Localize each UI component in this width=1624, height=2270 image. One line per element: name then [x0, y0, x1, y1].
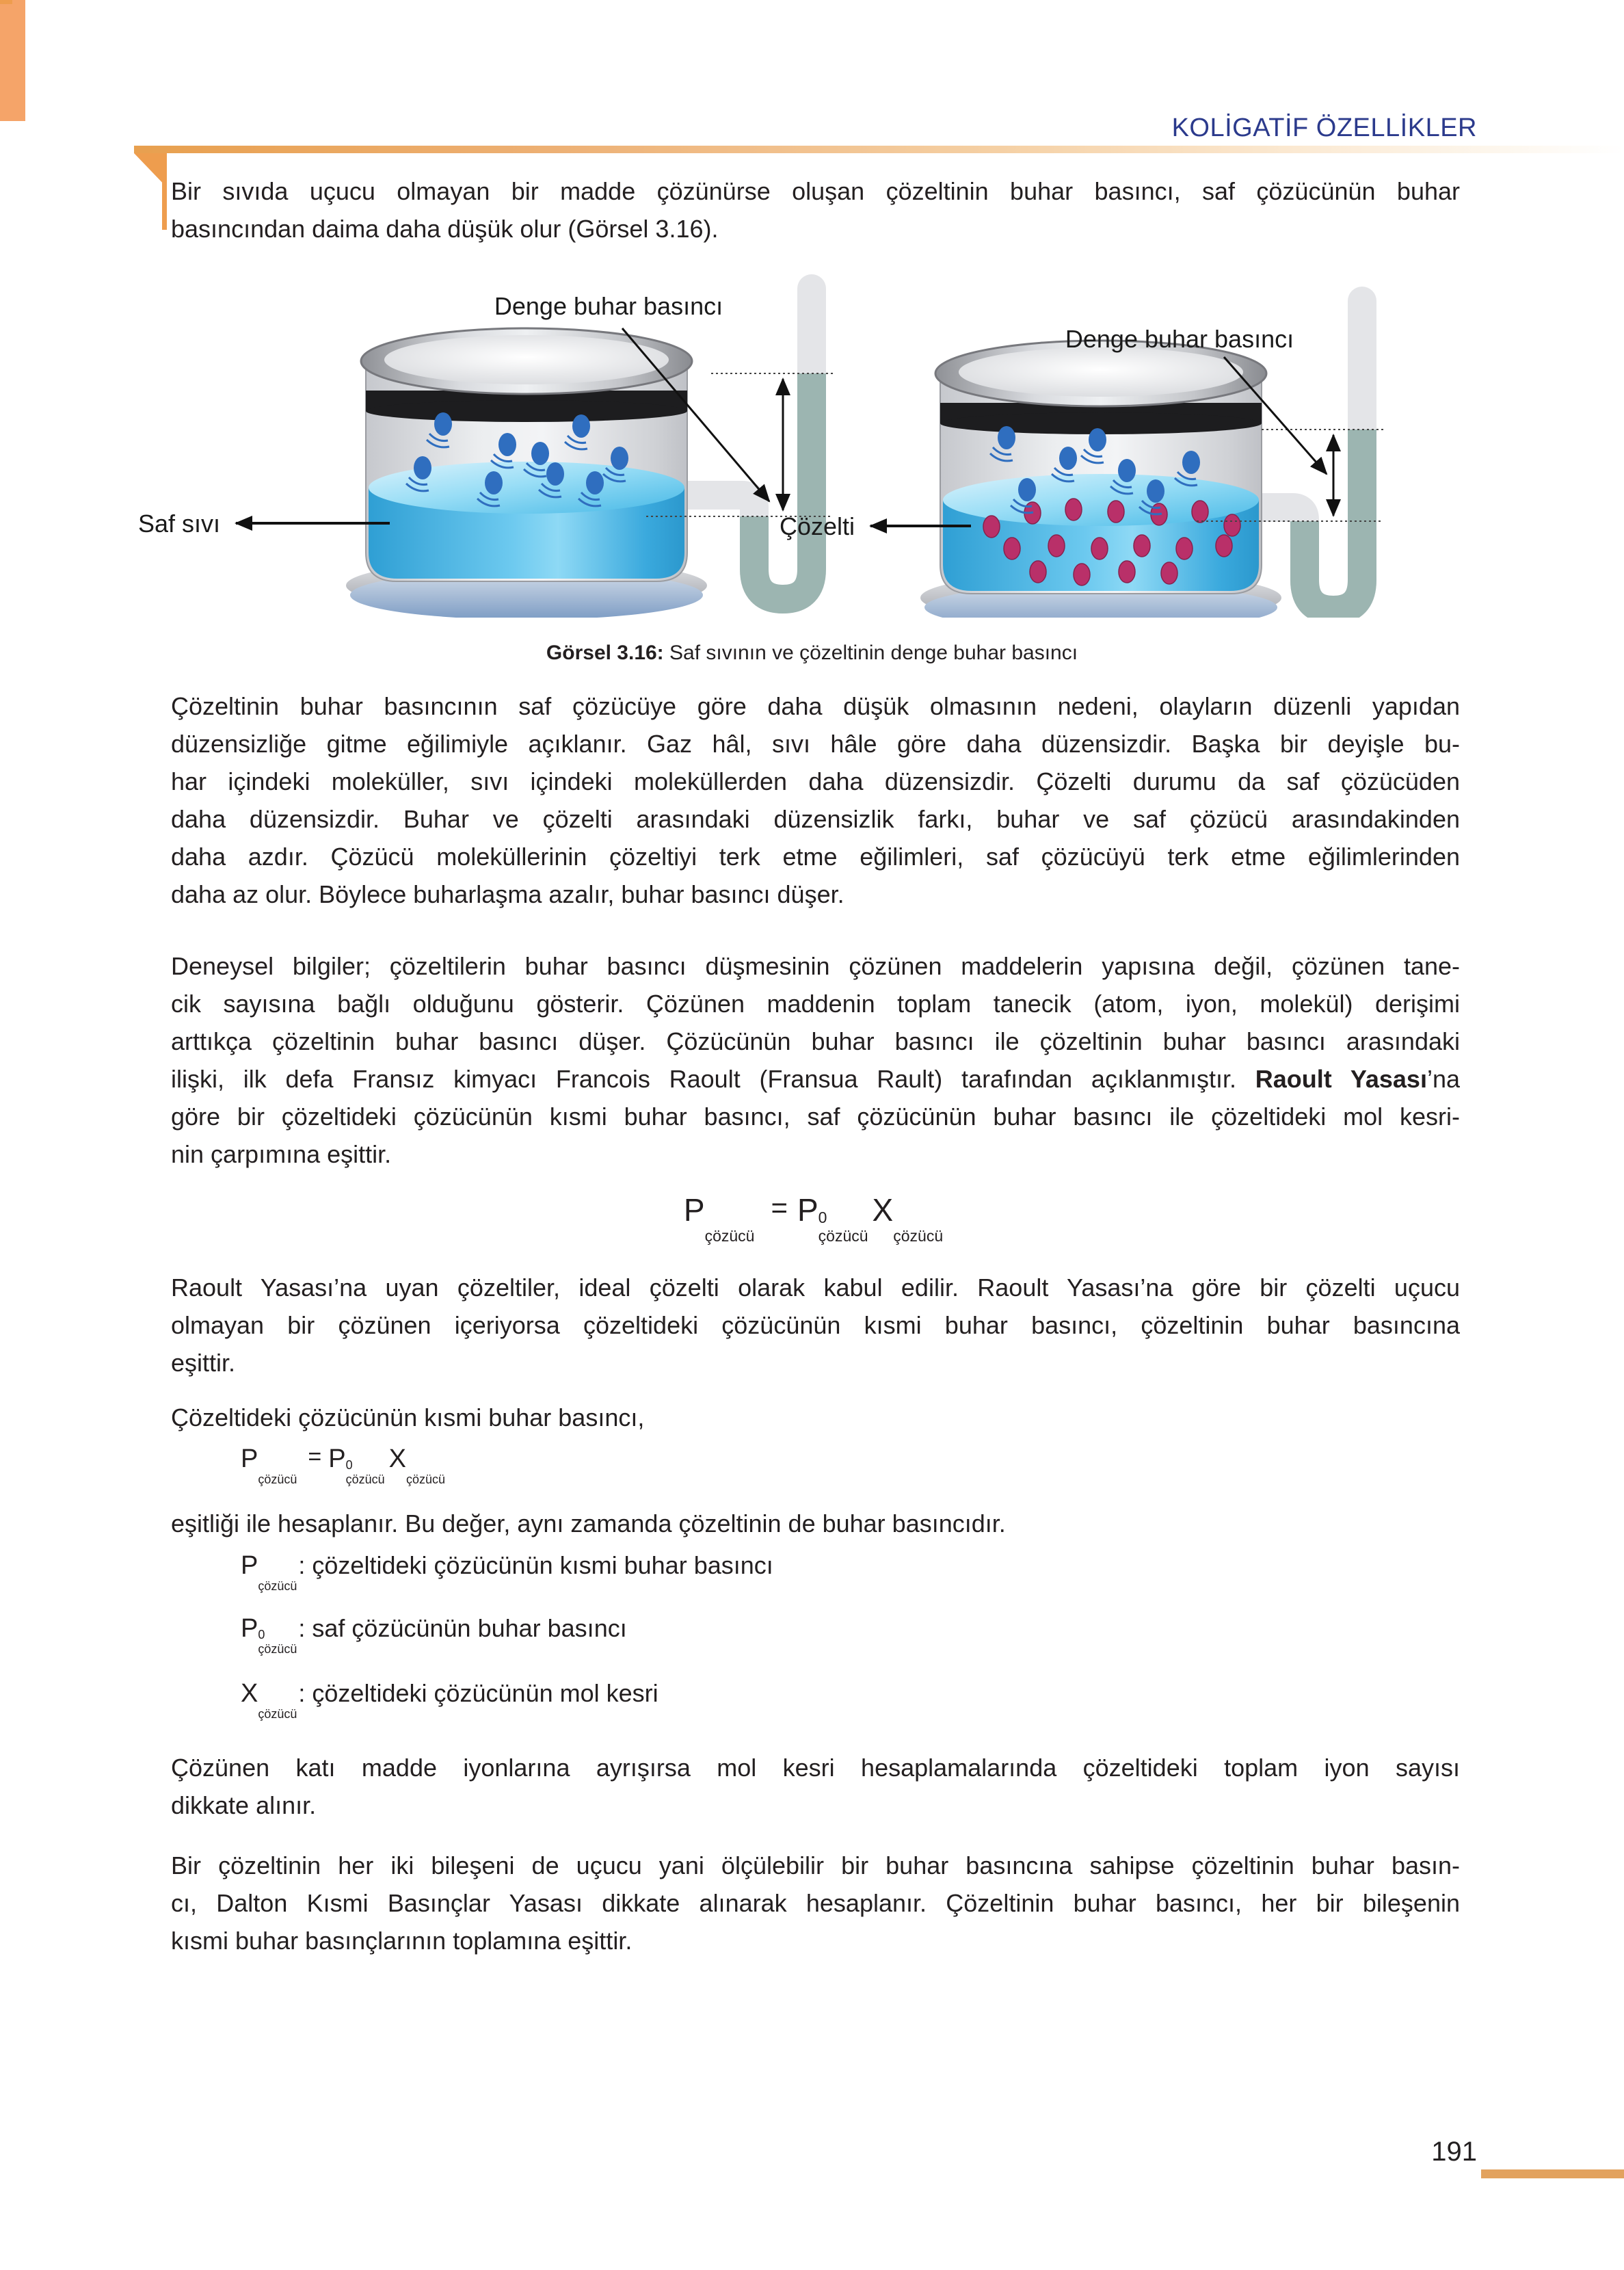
- symbol-x: X: [388, 1444, 407, 1473]
- header-rule: [134, 146, 1624, 153]
- equals-sign: =: [308, 1444, 322, 1470]
- text-line: Deneysel bilgiler; çözeltilerin buhar basıncı düşmesinin çözünen maddelerin yapısına değil, çözünen tane-: [171, 952, 1460, 980]
- header-rule-vertical-line: [162, 153, 167, 230]
- paragraph-ideal-solution: [171, 1269, 1460, 1382]
- symbol-p0: P: [328, 1444, 346, 1473]
- paragraph-intro: [171, 172, 1460, 248]
- raoult-formula-small: [241, 1444, 449, 1488]
- page-header-title: KOLİGATİF ÖZELLİKLER: [1171, 114, 1477, 142]
- superscript-zero: 0: [818, 1209, 827, 1226]
- definition-p: [241, 1551, 773, 1594]
- subscript-cozucu: çözücü: [258, 1707, 297, 1721]
- sup-empty: [258, 1566, 297, 1580]
- symbol-p0: P: [797, 1192, 818, 1228]
- sup-empty: [406, 1459, 445, 1473]
- symbol-p: P: [683, 1192, 705, 1228]
- raoult-law-bold: Raoult Yasası: [1255, 1065, 1427, 1093]
- beaker-right: [920, 341, 1281, 618]
- text-line: eşittir.: [171, 1349, 236, 1377]
- left-margin-tab: [0, 0, 25, 121]
- text-line: dikkate alınır.: [171, 1791, 317, 1819]
- text-line: daha düzensizdir. Buhar ve çözelti arasındaki düzensizlik farkı, buhar ve saf çözücü arasındakinden: [171, 805, 1460, 833]
- pressure-label-left: Denge buhar basıncı: [494, 292, 723, 320]
- text-line: daha az olur. Böylece buharlaşma azalır, buhar basıncı düşer.: [171, 880, 844, 908]
- text-line: Bir çözeltinin her iki bileşeni de uçucu yani ölçülebilir bir buhar basıncına sahipse çözeltinin buhar basın-: [171, 1851, 1460, 1879]
- text-line: cik sayısına bağlı olduğunu gösterir. Çözünen maddenin toplam tanecik (atom, iyon, molekül) derişimi: [171, 990, 1460, 1018]
- text-line: har içindeki moleküller, sıvı içindeki moleküllerden daha düzensizdir. Çözelti durumu da saf çözücüden: [171, 767, 1460, 795]
- definition-text: : çözeltideki çözücünün mol kesri: [298, 1679, 658, 1707]
- text-line: daha azdır. Çözücü moleküllerinin çözeltiyi terk etme eğilimleri, saf çözücüyü terk etme eğilimlerinden: [171, 843, 1460, 871]
- symbol-x: X: [241, 1679, 258, 1708]
- text-line: göre bir çözeltideki çözücünün kısmi buhar basıncı, saf çözücünün buhar basıncı ile çözeltideki mol kesri-: [171, 1103, 1460, 1131]
- beaker-left: [346, 328, 707, 618]
- paragraph-disorder: [171, 687, 1460, 913]
- symbol-p: P: [241, 1444, 258, 1473]
- subscript-cozucu: çözücü: [258, 1642, 297, 1656]
- superscript-zero: 0: [258, 1628, 265, 1641]
- subscript-cozucu: çözücü: [258, 1473, 297, 1486]
- text-line: Çözeltinin buhar basıncının saf çözücüye göre daha düşük olmasının nedeni, olayların düzenli yapıdan: [171, 692, 1460, 720]
- symbol-x: X: [872, 1192, 894, 1228]
- sup-empty: [258, 1693, 297, 1708]
- figure-svg: [103, 265, 1539, 618]
- pressure-label-right: Denge buhar basıncı: [1065, 325, 1294, 353]
- definition-p0: [241, 1614, 627, 1657]
- text-line: Çözünen katı madde iyonlarına ayrışırsa mol kesri hesaplamalarında çözeltideki toplam iyon sayısı: [171, 1754, 1460, 1782]
- figure-left-pure-liquid: [138, 289, 833, 618]
- subscript-cozucu: çözücü: [406, 1473, 446, 1486]
- paragraph-dalton: [171, 1847, 1460, 1959]
- subscript-cozucu: çözücü: [818, 1227, 868, 1245]
- text-line: Raoult Yasası’na uyan çözeltiler, ideal çözelti olarak kabul edilir. Raoult Yasası’na göre bir çözelti uçucu: [171, 1273, 1460, 1302]
- text-segment: ’na: [1426, 1065, 1460, 1093]
- text-line: arttıkça çözeltinin buhar basıncı düşer. Çözücünün buhar basıncı ile çözeltinin buhar basıncı arasındaki: [171, 1027, 1460, 1055]
- definition-x: [241, 1679, 658, 1722]
- paragraph-ion-count: [171, 1749, 1460, 1824]
- figure-caption-text: Saf sıvının ve çözeltinin denge buhar basıncı: [663, 642, 1078, 664]
- subscript-cozucu: çözücü: [893, 1227, 944, 1245]
- page-number-bar: [1481, 2169, 1624, 2178]
- definition-text: : çözeltideki çözücünün kısmi buhar basıncı: [298, 1551, 773, 1579]
- figure-vapor-pressure: [103, 265, 1539, 618]
- paragraph-raoult: [171, 947, 1460, 1173]
- subscript-cozucu: çözücü: [704, 1227, 755, 1245]
- symbol-p: P: [241, 1551, 258, 1580]
- sup-empty: [258, 1459, 297, 1473]
- superscript-zero: 0: [345, 1458, 353, 1472]
- text-line: kısmi buhar basınçlarının toplamına eşittir.: [171, 1927, 633, 1955]
- line-partial-pressure: Çözeltideki çözücünün kısmi buhar basıncı,: [171, 1403, 645, 1431]
- text-segment: ilişki, ilk defa Fransız kimyacı Francois Raoult (Fransua Rault) tarafından açıklanmıştır.: [171, 1065, 1255, 1093]
- sup-empty: [893, 1210, 943, 1228]
- text-line: basıncından daima daha düşük olur (Görsel 3.16).: [171, 215, 719, 243]
- equals-sign: =: [771, 1191, 788, 1224]
- text-line: olmayan bir çözünen içeriyorsa çözeltideki çözücünün kısmi buhar basıncı, çözeltinin buhar basıncına: [171, 1311, 1460, 1339]
- figure-right-solution: [780, 301, 1383, 618]
- subscript-cozucu: çözücü: [345, 1473, 385, 1486]
- text-line: düzensizliğe gitme eğilimiyle açıklanır. Gaz hâl, sıvı hâle göre daha düzensizdir. Başka bir deyişle bu-: [171, 730, 1460, 758]
- liquid-label-right: Çözelti: [779, 512, 855, 540]
- subscript-cozucu: çözücü: [258, 1579, 297, 1593]
- text-line: Bir sıvıda uçucu olmayan bir madde çözünürse oluşan çözeltinin buhar basıncı, saf çözücünün buhar: [171, 177, 1460, 205]
- line-esitligi: eşitliği ile hesaplanır. Bu değer, aynı zamanda çözeltinin de buhar basıncıdır.: [171, 1509, 1006, 1537]
- text-line: nin çarpımına eşittir.: [171, 1140, 392, 1168]
- text-line: cı, Dalton Kısmi Basınçlar Yasası dikkate alınarak hesaplanır. Çözeltinin buhar basıncı, her bir bileşenin: [171, 1889, 1460, 1917]
- raoult-formula: [171, 1191, 1460, 1247]
- figure-caption-number: Görsel 3.16:: [546, 642, 664, 664]
- liquid-label-left: Saf sıvı: [137, 510, 220, 538]
- definition-text: : saf çözücünün buhar basıncı: [298, 1614, 627, 1642]
- figure-caption: [0, 642, 1624, 665]
- manometer-left: [680, 289, 812, 599]
- sup-empty: [705, 1210, 755, 1228]
- text-line: [171, 1060, 1460, 1098]
- page-number: 191: [1431, 2137, 1477, 2167]
- left-edge-mark: [0, 0, 12, 4]
- symbol-p0: P: [241, 1614, 258, 1643]
